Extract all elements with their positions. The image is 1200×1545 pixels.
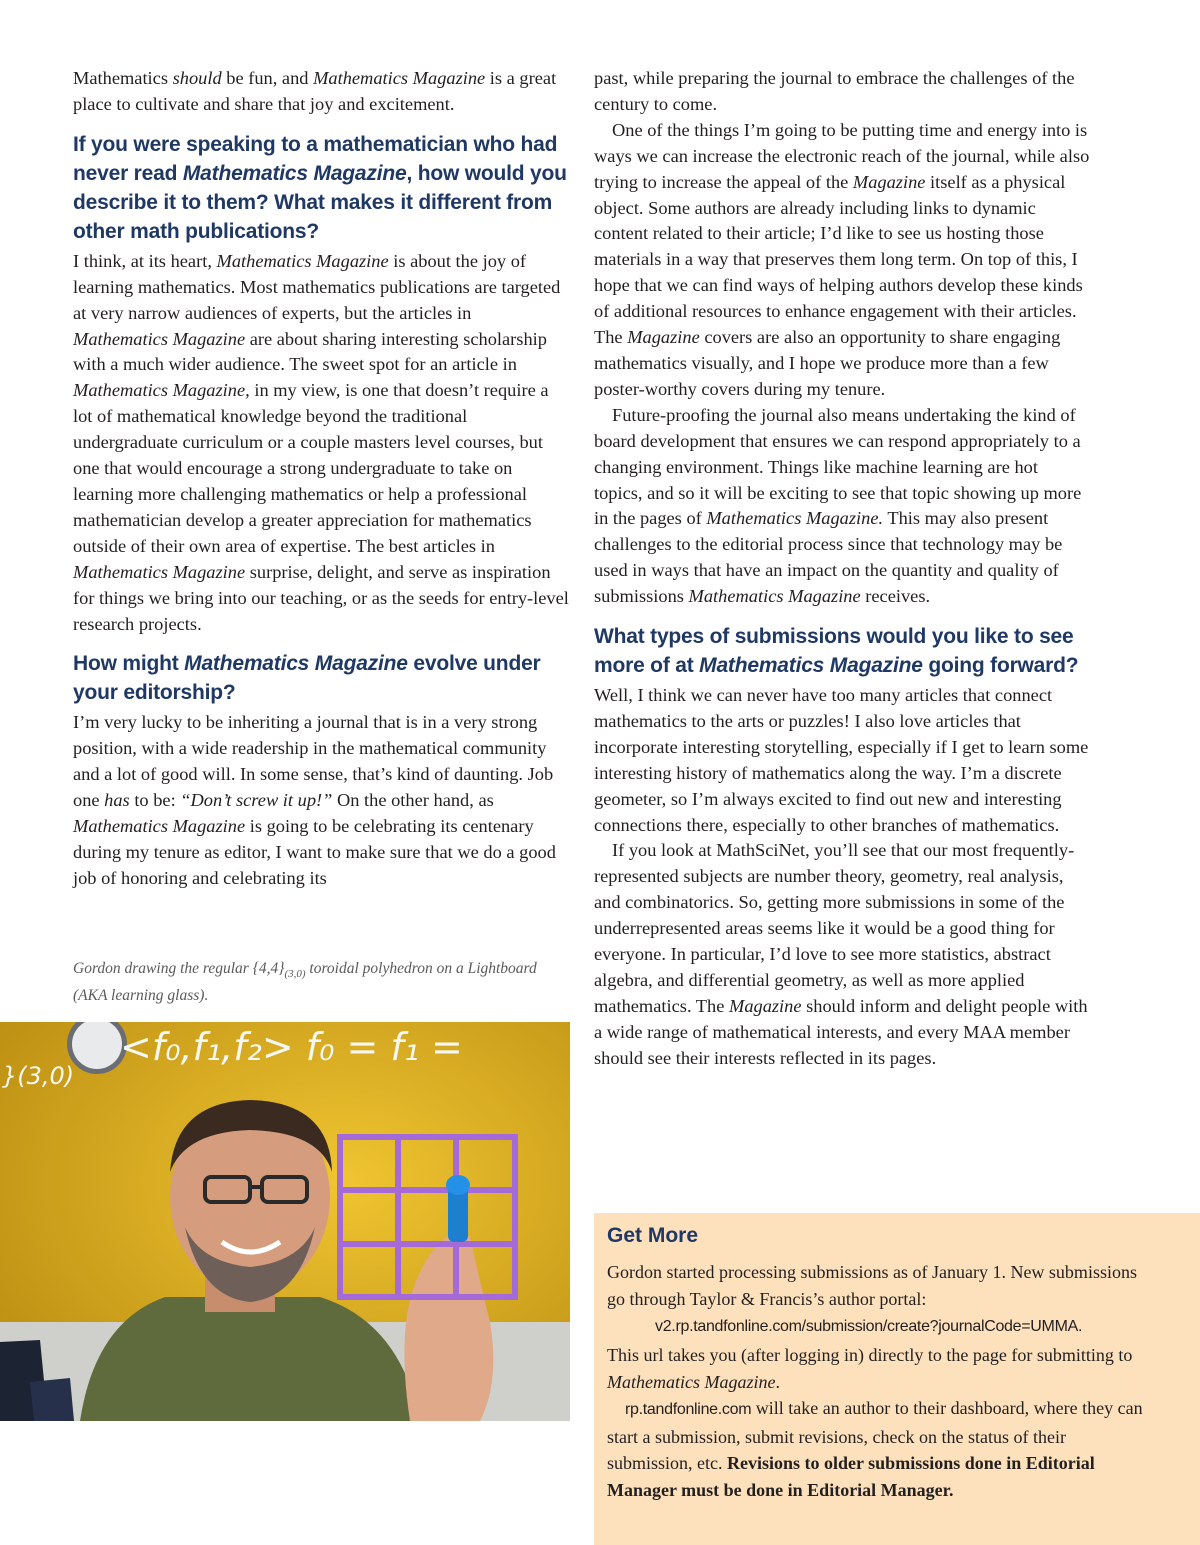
photo-caption: Gordon drawing the regular $\{4,4\}_{(3,0)}$ toroidal polyhedron on a Lightboard (AKA learning glass). [73, 960, 537, 1005]
board-subscript: }(3,0) [2, 1062, 75, 1090]
board-text: <f₀,f₁,f₂> f₀ = f₁ = [120, 1025, 463, 1069]
get-more-paragraph-1: Gordon started processing submissions as of January 1. New submissions go through Taylor & Francis’s author portal: [607, 1262, 1137, 1309]
get-more-paragraph-3: rp.tandfonline.com will take an author to their dashboard, where they can start a submission, submit revisions, check on the status of their submission, etc. Revisions to older submissions done in Editorial Manager must be done in Editorial Manager. [607, 1398, 1143, 1500]
dashboard-link[interactable]: rp.tandfonline.com [625, 1401, 752, 1418]
right-column [594, 66, 1091, 1072]
answer-paragraph-1: I think, at its heart, Mathematics Magazine is about the joy of learning mathematics. Most mathematics publications are targeted at very narrow audiences of experts, but the articles in Mathematics Magazine are about sharing interesting scholarship with a much wider audience. The sweet spot for an article in Mathematics Magazine, in my view, is one that doesn’t require a lot of mathematical knowledge beyond the traditional undergraduate curriculum or a couple masters level courses, but one that would encourage a strong undergraduate to take on learning more challenging mathematics or help a professional mathematician develop a greater appreciation for mathematics outside of their own area of expertise. The best articles in Mathematics Magazine surprise, delight, and serve as inspiration for things we bring into our teaching, or as the seeds for entry-level research projects. [73, 250, 569, 634]
submission-portal-link[interactable]: v2.rp.tandfonline.com/submission/create?journalCode=UMMA. [655, 1318, 1083, 1335]
question-heading-2: How might Mathematics Magazine evolve under your editorship? [73, 652, 541, 705]
intro-paragraph: Mathematics should be fun, and Mathematics Magazine is a great place to cultivate and share that joy and excitement. [73, 68, 557, 114]
question-heading-1: If you were speaking to a mathematician who had never read Mathematics Magazine, how would you describe it to them? What makes it different from other math publications? [73, 132, 567, 243]
answer-paragraph-2: I’m very lucky to be inheriting a journal that is in a very strong position, with a wide readership in the mathematical community and a lot of good will. In some sense, that’s kind of daunting. Job one has to be: “Don’t screw it up!” On the other hand, as Mathematics Magazine is going to be celebrating its centenary during my tenure as editor, I want to make sure that we do a good job of honoring and celebrating its [73, 712, 556, 888]
question-heading-3: What types of submissions would you like to see more of at Mathematics Magazine going forward? [594, 625, 1079, 678]
mathscinet-paragraph: If you look at MathSciNet, you’ll see that our most frequently-represented subjects are number theory, geometry, real analysis, and combinatorics. So, getting more submissions in some of the underrepresented areas seems like it would be a good thing for everyone. In particular, I’d love to see more statistics, abstract algebra, and differential geometry, as well as more applied mathematics. The Magazine should inform and delight people with a wide range of mathematical interests, and every MAA member should see their interests reflected in its pages. [594, 840, 1088, 1068]
get-more-box [594, 1213, 1200, 1545]
continued-paragraph: past, while preparing the journal to embrace the challenges of the century to come. [594, 68, 1075, 114]
answer-paragraph-3: Well, I think we can never have too many articles that connect mathematics to the arts or puzzles! I also love articles that incorporate interesting storytelling, especially if I get to learn some interesting history of mathematics along the way. I’m a discrete geometer, so I’m always excited to find out new and interesting connections there, especially to other branches of mathematics. [594, 685, 1089, 835]
future-proofing-paragraph: Future-proofing the journal also means undertaking the kind of board development that ensures we can respond appropriately to a changing environment. Things like machine learning are hot topics, and so it will be exciting to see that topic showing up more in the pages of Mathematics Magazine. This may also present challenges to the editorial process since that technology may be used in ways that have an impact on the quantity and quality of submissions Mathematics Magazine receives. [594, 404, 1082, 607]
marker-icon [448, 1187, 468, 1242]
electronic-reach-paragraph: One of the things I’m going to be putting time and energy into is ways we can increase the electronic reach of the journal, while also trying to increase the appeal of the Magazine itself as a physical object. Some authors are already including links to dynamic content related to their article; I’d like to see us hosting those materials in a way that preserves them long term. On top of this, I hope that we can find ways of helping authors develop these kinds of additional resources to enhance engagement with their articles. The Magazine covers are also an opportunity to share engaging mathematics visually, and I hope we produce more than a few poster-worthy covers during my tenure. [594, 119, 1090, 399]
get-more-title: Get More [607, 1224, 699, 1247]
get-more-paragraph-2: This url takes you (after logging in) directly to the page for submitting to Mathematics Magazine. [607, 1345, 1133, 1392]
lightboard-photo [0, 1022, 570, 1421]
left-column [73, 66, 570, 892]
lightboard-photo-illustration [0, 1022, 570, 1421]
